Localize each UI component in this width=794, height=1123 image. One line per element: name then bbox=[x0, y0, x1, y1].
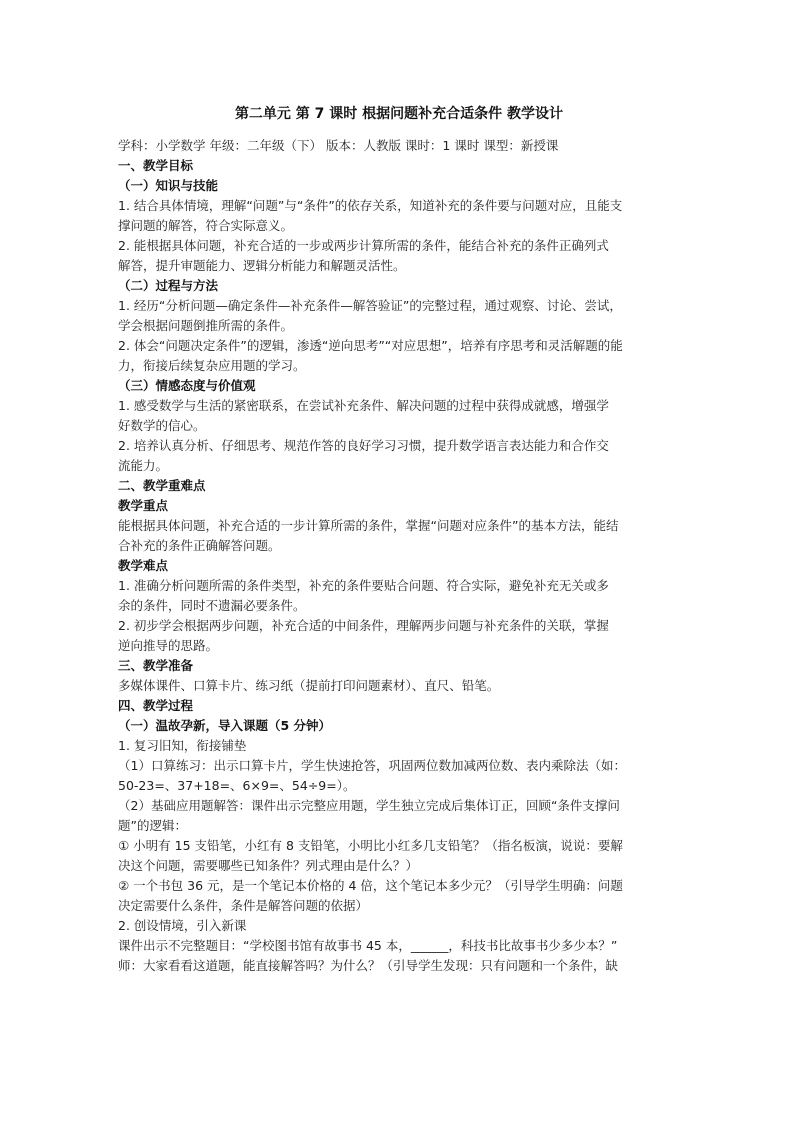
text-line: （1）口算练习：出示口算卡片，学生快速抢答，巩固两位数加减两位数、表内乘除法（如： bbox=[118, 758, 626, 773]
section-heading: 三、教学准备 bbox=[118, 658, 194, 673]
section-heading: 四、教学过程 bbox=[118, 698, 194, 713]
text-line: 2. 能根据具体问题，补充合适的一步或两步计算所需的条件，能结合补充的条件正确列式 bbox=[118, 238, 609, 253]
section-heading: （三）情感态度与价值观 bbox=[118, 378, 256, 393]
text-line: 1. 结合具体情境，理解“问题”与“条件”的依存关系，知道补充的条件要与问题对应，且能支 bbox=[118, 198, 623, 213]
text-line: ② 一个书包 36 元，是一个笔记本价格的 4 倍，这个笔记本多少元？（引导学生明确：问题 bbox=[118, 878, 623, 893]
section-heading: 一、教学目标 bbox=[118, 158, 194, 173]
text-line: 逆向推导的思路。 bbox=[118, 638, 219, 653]
document-body bbox=[118, 136, 680, 976]
text-line: 解答，提升审题能力、逻辑分析能力和解题灵活性。 bbox=[118, 258, 406, 273]
section-heading: （一）温故孕新，导入课题（5 分钟） bbox=[118, 718, 332, 733]
section-heading: 教学难点 bbox=[118, 558, 169, 573]
text-line: 决这个问题，需要哪些已知条件？列式理由是什么？） bbox=[118, 858, 419, 873]
text-line: 好数学的信心。 bbox=[118, 418, 206, 433]
document-title: 第二单元 第 7 课时 根据问题补充合适条件 教学设计 bbox=[234, 106, 564, 122]
text-line: 2. 培养认真分析、仔细思考、规范作答的良好学习习惯，提升数学语言表达能力和合作交 bbox=[118, 438, 609, 453]
section-heading: （一）知识与技能 bbox=[118, 178, 219, 193]
text-line: 题”的逻辑： bbox=[118, 818, 187, 833]
text-line: 力，衔接后续复杂应用题的学习。 bbox=[118, 358, 306, 373]
text-line: 1. 感受数学与生活的紧密联系，在尝试补充条件、解决问题的过程中获得成就感，增强学 bbox=[118, 398, 609, 413]
text-line: 2. 创设情境，引入新课 bbox=[118, 918, 247, 933]
text-line: ① 小明有 15 支铅笔，小红有 8 支铅笔，小明比小红多几支铅笔？（指名板演，说说：要解 bbox=[118, 838, 623, 853]
section-heading: （二）过程与方法 bbox=[118, 278, 219, 293]
text-line: 1. 经历“分析问题—确定条件—补充条件—解答验证”的完整过程，通过观察、讨论、尝试， bbox=[118, 298, 622, 313]
text-line: 2. 体会“问题决定条件”的逻辑，渗透“逆向思考”“对应思想”，培养有序思考和灵活解题的能 bbox=[118, 338, 623, 353]
text-line: 学科：小学数学 年级：二年级（下） 版本：人教版 课时：1 课时 课型：新授课 bbox=[118, 138, 559, 153]
text-line: 1. 复习旧知，衔接铺垫 bbox=[118, 738, 247, 753]
text-line: 2. 初步学会根据两步问题，补充合适的中间条件，理解两步问题与补充条件的关联，掌握 bbox=[118, 618, 609, 633]
text-line: 师：大家看看这道题，能直接解答吗？为什么？（引导学生发现：只有问题和一个条件，缺 bbox=[118, 958, 619, 973]
text-line: 余的条件，同时不遗漏必要条件。 bbox=[118, 598, 306, 613]
text-line: 流能力。 bbox=[118, 458, 169, 473]
document-page bbox=[118, 104, 680, 976]
section-heading: 二、教学重难点 bbox=[118, 478, 206, 493]
text-line: 合补充的条件正确解答问题。 bbox=[118, 538, 281, 553]
text-line: 课件出示不完整题目：“学校图书馆有故事书 45 本，______，科技书比故事书少多少本？” bbox=[118, 938, 618, 953]
text-line: 撑问题的解答，符合实际意义。 bbox=[118, 218, 294, 233]
text-line: 学会根据问题倒推所需的条件。 bbox=[118, 318, 294, 333]
text-line: （2）基础应用题解答：课件出示完整应用题，学生独立完成后集体订正，回顾“条件支撑问 bbox=[118, 798, 620, 813]
text-line: 1. 准确分析问题所需的条件类型，补充的条件要贴合问题、符合实际，避免补充无关或多 bbox=[118, 578, 609, 593]
text-line: 50-23=、37+18=、6×9=、54÷9=）。 bbox=[118, 778, 356, 793]
text-line: 能根据具体问题，补充合适的一步计算所需的条件，掌握“问题对应条件”的基本方法，能结 bbox=[118, 518, 619, 533]
text-line: 决定需要什么条件，条件是解答问题的依据） bbox=[118, 898, 369, 913]
section-heading: 教学重点 bbox=[118, 498, 169, 513]
text-line: 多媒体课件、口算卡片、练习纸（提前打印问题素材）、直尺、铅笔。 bbox=[118, 678, 500, 693]
